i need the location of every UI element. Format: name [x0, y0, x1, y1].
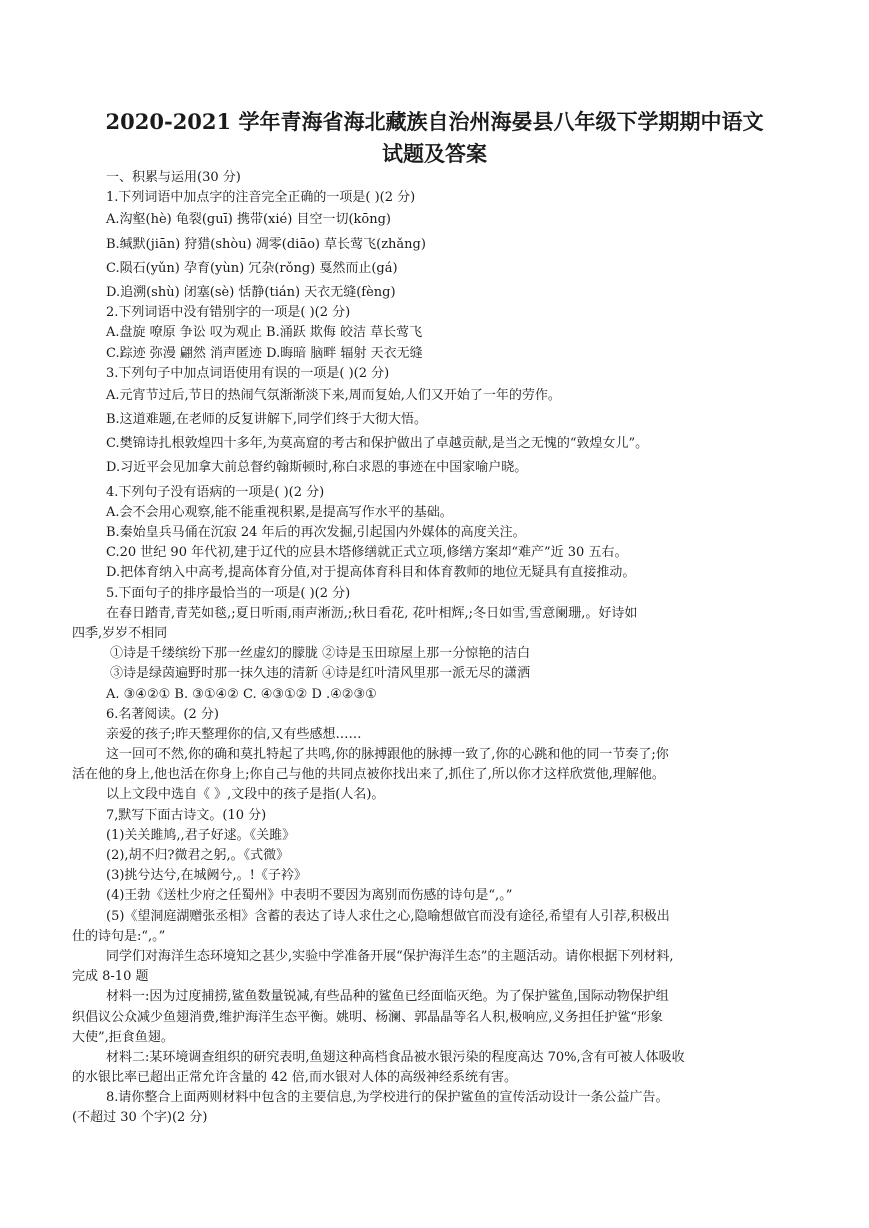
question-7: 7,默写下面古诗文。(10 分) [106, 807, 267, 823]
q4-option-c: C.20 世纪 90 年代初,建于辽代的应县木塔修缮就正式立项,修缮方案却“难产”近 30 五右。 [106, 545, 628, 561]
q7-item-5-line-2: 仕的诗句是:“,。” [72, 928, 166, 944]
q6-passage-line-3: 活在他的身上,他也活在你身上;你自己与他的共同点被你找出来了,抓住了,所以你才这样欣赏他,理解他。 [72, 767, 665, 783]
title-line-2: 试题及答案 [382, 141, 487, 166]
section-heading: 一、积累与运用(30 分) [106, 170, 241, 185]
q1-option-c: C.陨石(yǔn) 孕育(yùn) 冗杂(rǒng) 戛然而止(gá) [106, 260, 398, 276]
q5-passage-line-2: 四季,岁岁不相同 [72, 625, 168, 641]
activity-intro-line-2: 完成 8-10 题 [72, 969, 149, 985]
material-1-line-3: 大使”,拒食鱼翅。 [72, 1029, 174, 1045]
q1-option-a: A.沟壑(hè) 龟裂(guī) 携带(xié) 目空一切(kōng) [106, 212, 391, 228]
question-2: 2.下列词语中没有错别字的一项是( )(2 分) [106, 305, 351, 321]
document-body [72, 168, 796, 1129]
question-3: 3.下列句子中加点词语使用有误的一项是( )(2 分) [106, 365, 390, 381]
question-6: 6.名著阅读。(2 分) [106, 706, 219, 722]
q2-options-ab: A.盘旋 嘹原 争讼 叹为观止 B.涌跃 欺侮 皎洁 草长莺飞 [106, 325, 423, 341]
title-line-1: 2020-2021 学年青海省海北藏族自治州海晏县八年级下学期期中语文 [105, 109, 764, 134]
material-1-line-1: 材料一:因为过度捕捞,鲨鱼数量锐减,有些品种的鲨鱼已经面临灭绝。为了保护鲨鱼,国际动物保护组 [106, 989, 669, 1005]
q7-item-4: (4)王勃《送杜少府之任蜀州》中表明不要因为离别而伤感的诗句是“,。” [106, 888, 513, 904]
material-1-line-2: 织倡议公众减少鱼翅消费,维护海洋生态平衡。姚明、杨澜、郭晶晶等名人积,极响应,义务担任护鲨“形象 [72, 1009, 664, 1025]
q5-sentences-3-4: ③诗是绿茵遍野时那一抹久违的清新 ④诗是红叶清风里那一派无尽的潇洒 [110, 666, 531, 682]
q6-passage-line-2: 这一回可不然,你的确和莫扎特起了共鸣,你的脉搏跟他的脉搏一致了,你的心跳和他的同一节奏了;你 [106, 747, 669, 763]
question-4: 4.下列句子没有语病的一项是( )(2 分) [106, 484, 325, 500]
q5-passage-line-1: 在春日踏青,青芜如毯,;夏日听雨,雨声淅沥,;秋日看花, 花叶相辉,;冬日如雪,雪意阑珊,。好诗如 [106, 605, 638, 621]
q3-option-a: A.元宵节过后,节日的热闹气氛渐渐淡下来,周而复始,人们又开始了一年的劳作。 [106, 387, 561, 403]
activity-intro-line-1: 同学们对海洋生态环境知之甚少,实验中学准备开展“保护海洋生态”的主题活动。请你根据下列材料, [106, 948, 674, 964]
q1-option-b: B.缄默(jiān) 狩猎(shòu) 凋零(diāo) 草长莺飞(zhǎng) [106, 236, 426, 252]
question-5: 5.下面句子的排序最恰当的一项是( )(2 分) [106, 585, 351, 601]
q5-sentences-1-2: ①诗是千缕缤纷下那一丝虚幻的朦胧 ②诗是玉田琼屋上那一分惊艳的洁白 [110, 646, 531, 662]
q6-prompt: 以上文段中选自《 》,文段中的孩子是指(人名)。 [106, 787, 385, 803]
q7-item-1: (1)关关雎鸠,,君子好逑。《关雎》 [106, 827, 296, 843]
q7-item-2: (2),胡不归?微君之躬,。《式微》 [106, 848, 290, 863]
q2-options-cd: C.踪迹 弥漫 翩然 消声匿迹 D.晦暗 脑畔 辐射 天衣无缝 [106, 345, 423, 361]
document-title [60, 106, 809, 170]
q4-option-b: B.秦始皇兵马俑在沉寂 24 年后的再次发掘,引起国内外媒体的高度关注。 [106, 525, 526, 540]
material-2-line-2: 的水银比率已超出正常允许含量的 42 倍,而水银对人体的高级神经系统有害。 [72, 1070, 517, 1086]
q4-option-a: A.会不会用心观察,能不能重视积累,是提高写作水平的基础。 [106, 504, 453, 520]
q5-options: A. ③④②① B. ③①④② C. ④③①② D .④②③① [106, 686, 377, 702]
question-8-line-2: (不超过 30 个字)(2 分) [72, 1110, 208, 1126]
question-1: 1.下列词语中加点字的注音完全正确的一项是( )(2 分) [106, 190, 416, 206]
q3-option-d: D.习近平会见加拿大前总督约翰斯顿时,称白求恩的事迹在中国家喻户晓。 [106, 460, 528, 476]
q3-option-b: B.这道难题,在老师的反复讲解下,同学们终于大彻大悟。 [106, 412, 427, 428]
q4-option-d: D.把体育纳入中高考,提高体育分值,对于提高体育科目和体育教师的地位无疑具有直接推动。 [106, 565, 636, 581]
q7-item-3: (3)挑兮达兮,在城阙兮,。!《子衿》 [106, 868, 307, 884]
q1-option-d: D.追溯(shù) 闭塞(sè) 恬静(tián) 天衣无缝(fèng) [106, 284, 396, 300]
material-2-line-1: 材料二:某环境调查组织的研究表明,鱼翅这种高档食品被水银污染的程度高达 70%,含有可被人体吸收 [106, 1049, 685, 1065]
question-8-line-1: 8.请你整合上面两则材料中包含的主要信息,为学校进行的保护鲨鱼的宣传活动设计一条公益广告。 [106, 1090, 669, 1106]
q7-item-5-line-1: (5)《望洞庭湖赠张丞相》含蓄的表达了诗人求仕之心,隐喻想做官而没有途径,希望有人引荐,积极出 [106, 908, 670, 924]
q3-option-c: C.樊锦诗扎根敦煌四十多年,为莫高窟的考古和保护做出了卓越贡献,是当之无愧的“敦煌女儿”。 [106, 436, 649, 452]
q6-passage-line-1: 亲爱的孩子;昨天整理你的信,又有些感想…… [106, 726, 362, 742]
